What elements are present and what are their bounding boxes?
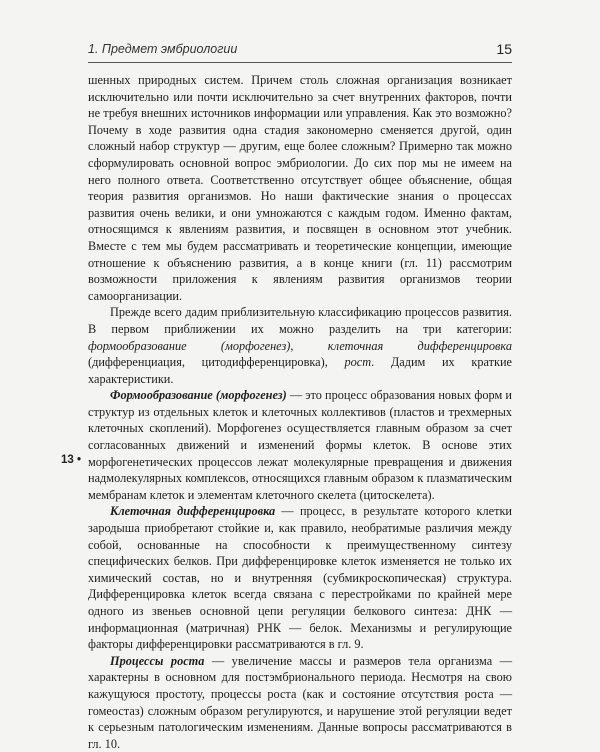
page-number: 15 — [496, 41, 512, 57]
differentiation-text: — процесс, в результате которого клетки зародыша приобретают стойкие и, как правило, необратимые различия между собой, основанные на способности к преимущественному синтезу специфических белков. При дифференцировке клеток изменяется не только их химический состав, но и внутренняя (субмикроскопическая) структура. Дифференцировка клеток всегда связана с перестройками по крайней мере одного из звеньев основной цепи регуляции белкового синтеза: ДНК — информационная (матричная) РНК — белок. Механизмы и регулирующие факторы дифференцировки рассматриваются в гл. 9. — [88, 504, 513, 652]
term-growth: Процессы роста — [110, 653, 205, 668]
paragraph-differentiation — [88, 503, 512, 652]
classification-terms: формообразование (морфогенез), клеточная дифференцировка — [88, 338, 512, 353]
term-morphogenesis: Формообразование (морфогенез) — [110, 388, 287, 403]
term-differentiation: Клеточная дифференцировка — [110, 504, 276, 519]
paragraph-classification — [88, 304, 512, 387]
margin-reference: 13 • — [61, 454, 82, 466]
classification-mid: (дифференциация, цитодифференцировка), — [88, 355, 345, 370]
classification-text: Прежде всего дадим приблизительную классификацию процессов развития. В первом приближении их можно разделить на три категории: — [88, 305, 512, 336]
paragraph-morphogenesis — [88, 387, 512, 503]
body-text — [88, 72, 512, 752]
morphogenesis-text: — это процесс образования новых форм и структур из отдельных клеток и клеточных коллективов (пластов и трехмерных клеточных скоплений). Морфогенез осуществляется главным образом за счет согласованных движений и изменений формы клеток. В основе этих морфогенетических процессов лежат молекулярные превращения и движения надмолекулярных комплексов, относящихся главным образом к плазматическим мембранам клеток и элементам клеточного скелета (цитоскелета). — [88, 388, 512, 502]
running-header — [88, 40, 512, 63]
classification-term-growth: рост — [344, 355, 372, 370]
classification-end: . Дадим их краткие характеристики. — [88, 355, 513, 386]
paragraph-growth — [88, 653, 512, 752]
growth-text: — увеличение массы и размеров тела организма — характерны в основном для постэмбрионального периода. Несмотря на свою кажущуюся простоту, процессы роста (как и состояние отсутствия роста — гомеостаз) сложным образом регулируются, и нарушение этой регуляции ведет к серьезным патологическим изменениям. Данные вопросы рассматриваются в гл. 10. — [88, 653, 512, 751]
paragraph-intro: шенных природных систем. Причем столь сложная организация возникает исключительно или почти исключительно за счет внутренних факторов, почти не требуя внешних источников информации или управления. Как это возможно? Почему в ходе развития одна стадия закономерно сменяется другой, один сложный набор структур — другим, еще более сложным? Примерно так можно сформулировать основной вопрос эмбриологии. До сих пор мы не имеем на него полного ответа. Соответственно отсутствует общее объяснение, общая теория развития организмов. Но наши фактические знания о процессах развития очень велики, и они умножаются с каждым годом. Именно фактам, относящимся к явлениям развития, и посвящен в основном этот учебник. Вместе с тем мы будем рассматривать и теоретические концепции, имеющие отношение к объяснению развития, а в конце книги (гл. 11) рассмотрим возможности приложения к явлениям развития организмов теории самоорганизации. — [88, 73, 512, 303]
chapter-title: 1. Предмет эмбриологии — [88, 42, 238, 56]
